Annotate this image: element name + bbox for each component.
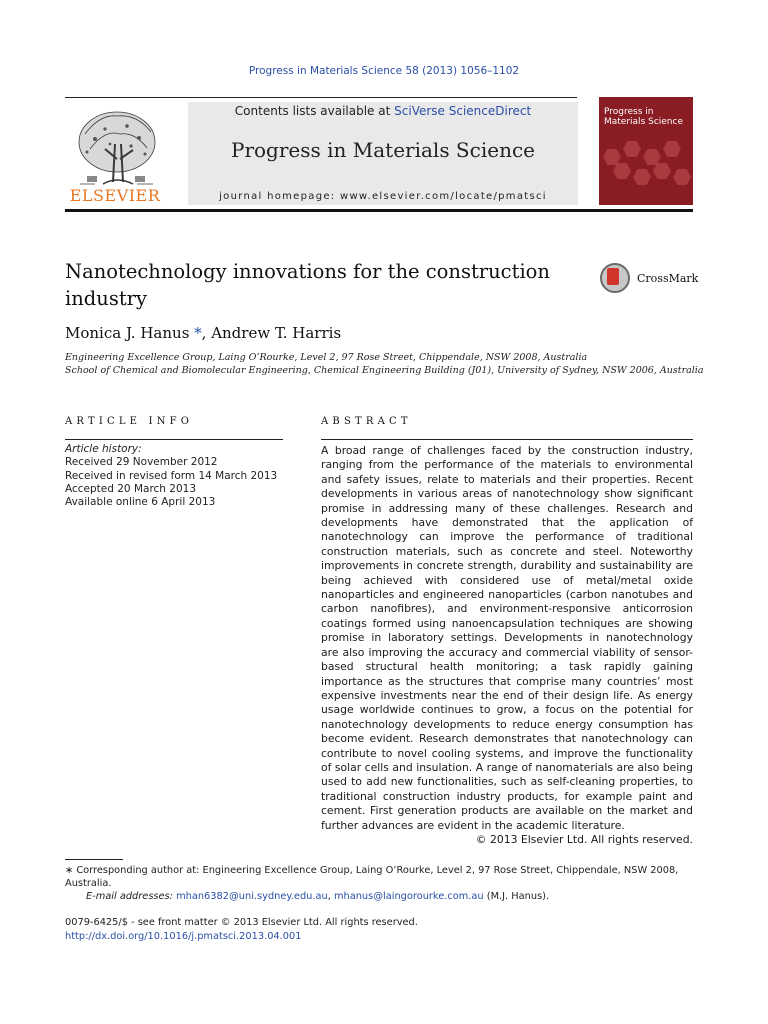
cover-pattern [653, 163, 671, 179]
journal-title: Progress in Materials Science [230, 138, 535, 162]
history-item: Available online 6 April 2013 [65, 496, 216, 509]
issn-line: 0079-6425/$ - see front matter © 2013 Elsevier Ltd. All rights reserved. [65, 917, 418, 928]
email-addresses [65, 890, 693, 903]
affiliation: School of Chemical and Biomolecular Engineering, Chemical Engineering Building (J01), University of Sydney, NSW 2006, Australia [65, 365, 704, 376]
cover-pattern [643, 149, 661, 165]
crossmark-label: CrossMark [637, 272, 699, 285]
abstract-text: A broad range of challenges faced by the construction industry, ranging from the performance of the materials to environmental and safety issues, relate to materials and their properties. Recent developments in various areas of nanotechnology show significant promise in addressing many of these challenges. Research and developments have demonstrated that the application of nanotechnology can improve the performance of traditional construction materials, such as concrete and steel. Noteworthy improvements in concrete strength, durability and sustainability are being achieved with considered use of metal/metal oxide nanoparticles and engineered nanoparticles (carbon nanotubes and carbon nanofibres), and environment-responsive anticorrosion coatings formed using nanoencapsulation techniques are showing promise in laboratory settings. Developments in nanotechnology are also improving the accuracy and commercial viability of sensor-based structural health monitoring; a task rapidly gaining importance as the structures that comprise many countries’ most expensive investments near the end of their design life. As energy usage worldwide continues to grow, a focus on the potential for nanotechnology developments to reduce energy consumption has become evident. Research demonstrates that nanotechnology can contribute to novel cooling systems, and improve the functionality of solar cells and insulation. A range of nanomaterials are also being used to add new functionalities, such as self-cleaning properties, to traditional construction industry products, for example paint and cement. First generation products are available on the market and further advances are evident in the academic literature. [321, 444, 693, 832]
history-label: Article history: [65, 443, 142, 455]
cover-pattern [623, 141, 641, 157]
section-rule [65, 439, 283, 440]
email-label: E-mail addresses: [86, 891, 177, 902]
copyright-notice: © 2013 Elsevier Ltd. All rights reserved. [475, 833, 693, 846]
history-item: Accepted 20 March 2013 [65, 482, 197, 495]
email-suffix: (M.J. Hanus). [483, 891, 550, 902]
contents-line [188, 104, 578, 118]
elsevier-logo-text: ELSEVIER [69, 186, 161, 205]
crossmark-badge[interactable] [600, 263, 699, 297]
header-rule [65, 97, 577, 98]
contents-prefix: Contents lists available at [234, 104, 395, 118]
author-hanus: Monica J. Hanus [65, 324, 195, 342]
cover-pattern [613, 163, 631, 179]
article-title: Nanotechnology innovations for the construction industry [65, 260, 550, 310]
journal-reference[interactable]: Progress in Materials Science 58 (2013) 1056–1102 [248, 65, 520, 77]
cover-pattern [663, 141, 681, 157]
journal-homepage[interactable]: journal homepage: www.elsevier.com/locate/pmatsci [219, 191, 547, 202]
email-separator: , [327, 891, 334, 902]
history-item: Received 29 November 2012 [65, 456, 218, 469]
cover-pattern [603, 149, 621, 165]
header-rule-thick [65, 209, 693, 212]
cover-pattern [633, 169, 651, 185]
article-history [65, 443, 295, 509]
footnote-rule [65, 859, 123, 860]
author-list [65, 324, 341, 342]
cover-pattern [673, 169, 691, 185]
corresponding-author-note: ∗ Corresponding author at: Engineering Excellence Group, Laing O’Rourke, Level 2, 97 Rose Street, Chippendale, NSW 2008, Australia. [65, 865, 679, 889]
journal-cover-icon [599, 97, 693, 205]
abstract-heading: ABSTRACT [321, 416, 412, 427]
affiliation: Engineering Excellence Group, Laing O’Rourke, Level 2, 97 Rose Street, Chippendale, NSW 2008, Australia [65, 352, 588, 363]
crossmark-bookmark-icon [607, 268, 619, 285]
email-link[interactable]: mhanus@laingorourke.com.au [333, 891, 484, 902]
article-info-heading: ARTICLE INFO [65, 416, 194, 427]
sciencedirect-link[interactable]: SciVerse ScienceDirect [394, 104, 532, 118]
history-item: Received in revised form 14 March 2013 [65, 469, 278, 482]
doi-link[interactable]: http://dx.doi.org/10.1016/j.pmatsci.2013.04.001 [65, 931, 302, 942]
email-link[interactable]: mhan6382@uni.sydney.edu.au [176, 891, 328, 902]
author-harris: , Andrew T. Harris [201, 324, 342, 342]
corresponding-author-marker[interactable]: * [194, 324, 202, 342]
section-rule [321, 439, 693, 440]
cover-title: Progress in Materials Science [604, 107, 684, 127]
